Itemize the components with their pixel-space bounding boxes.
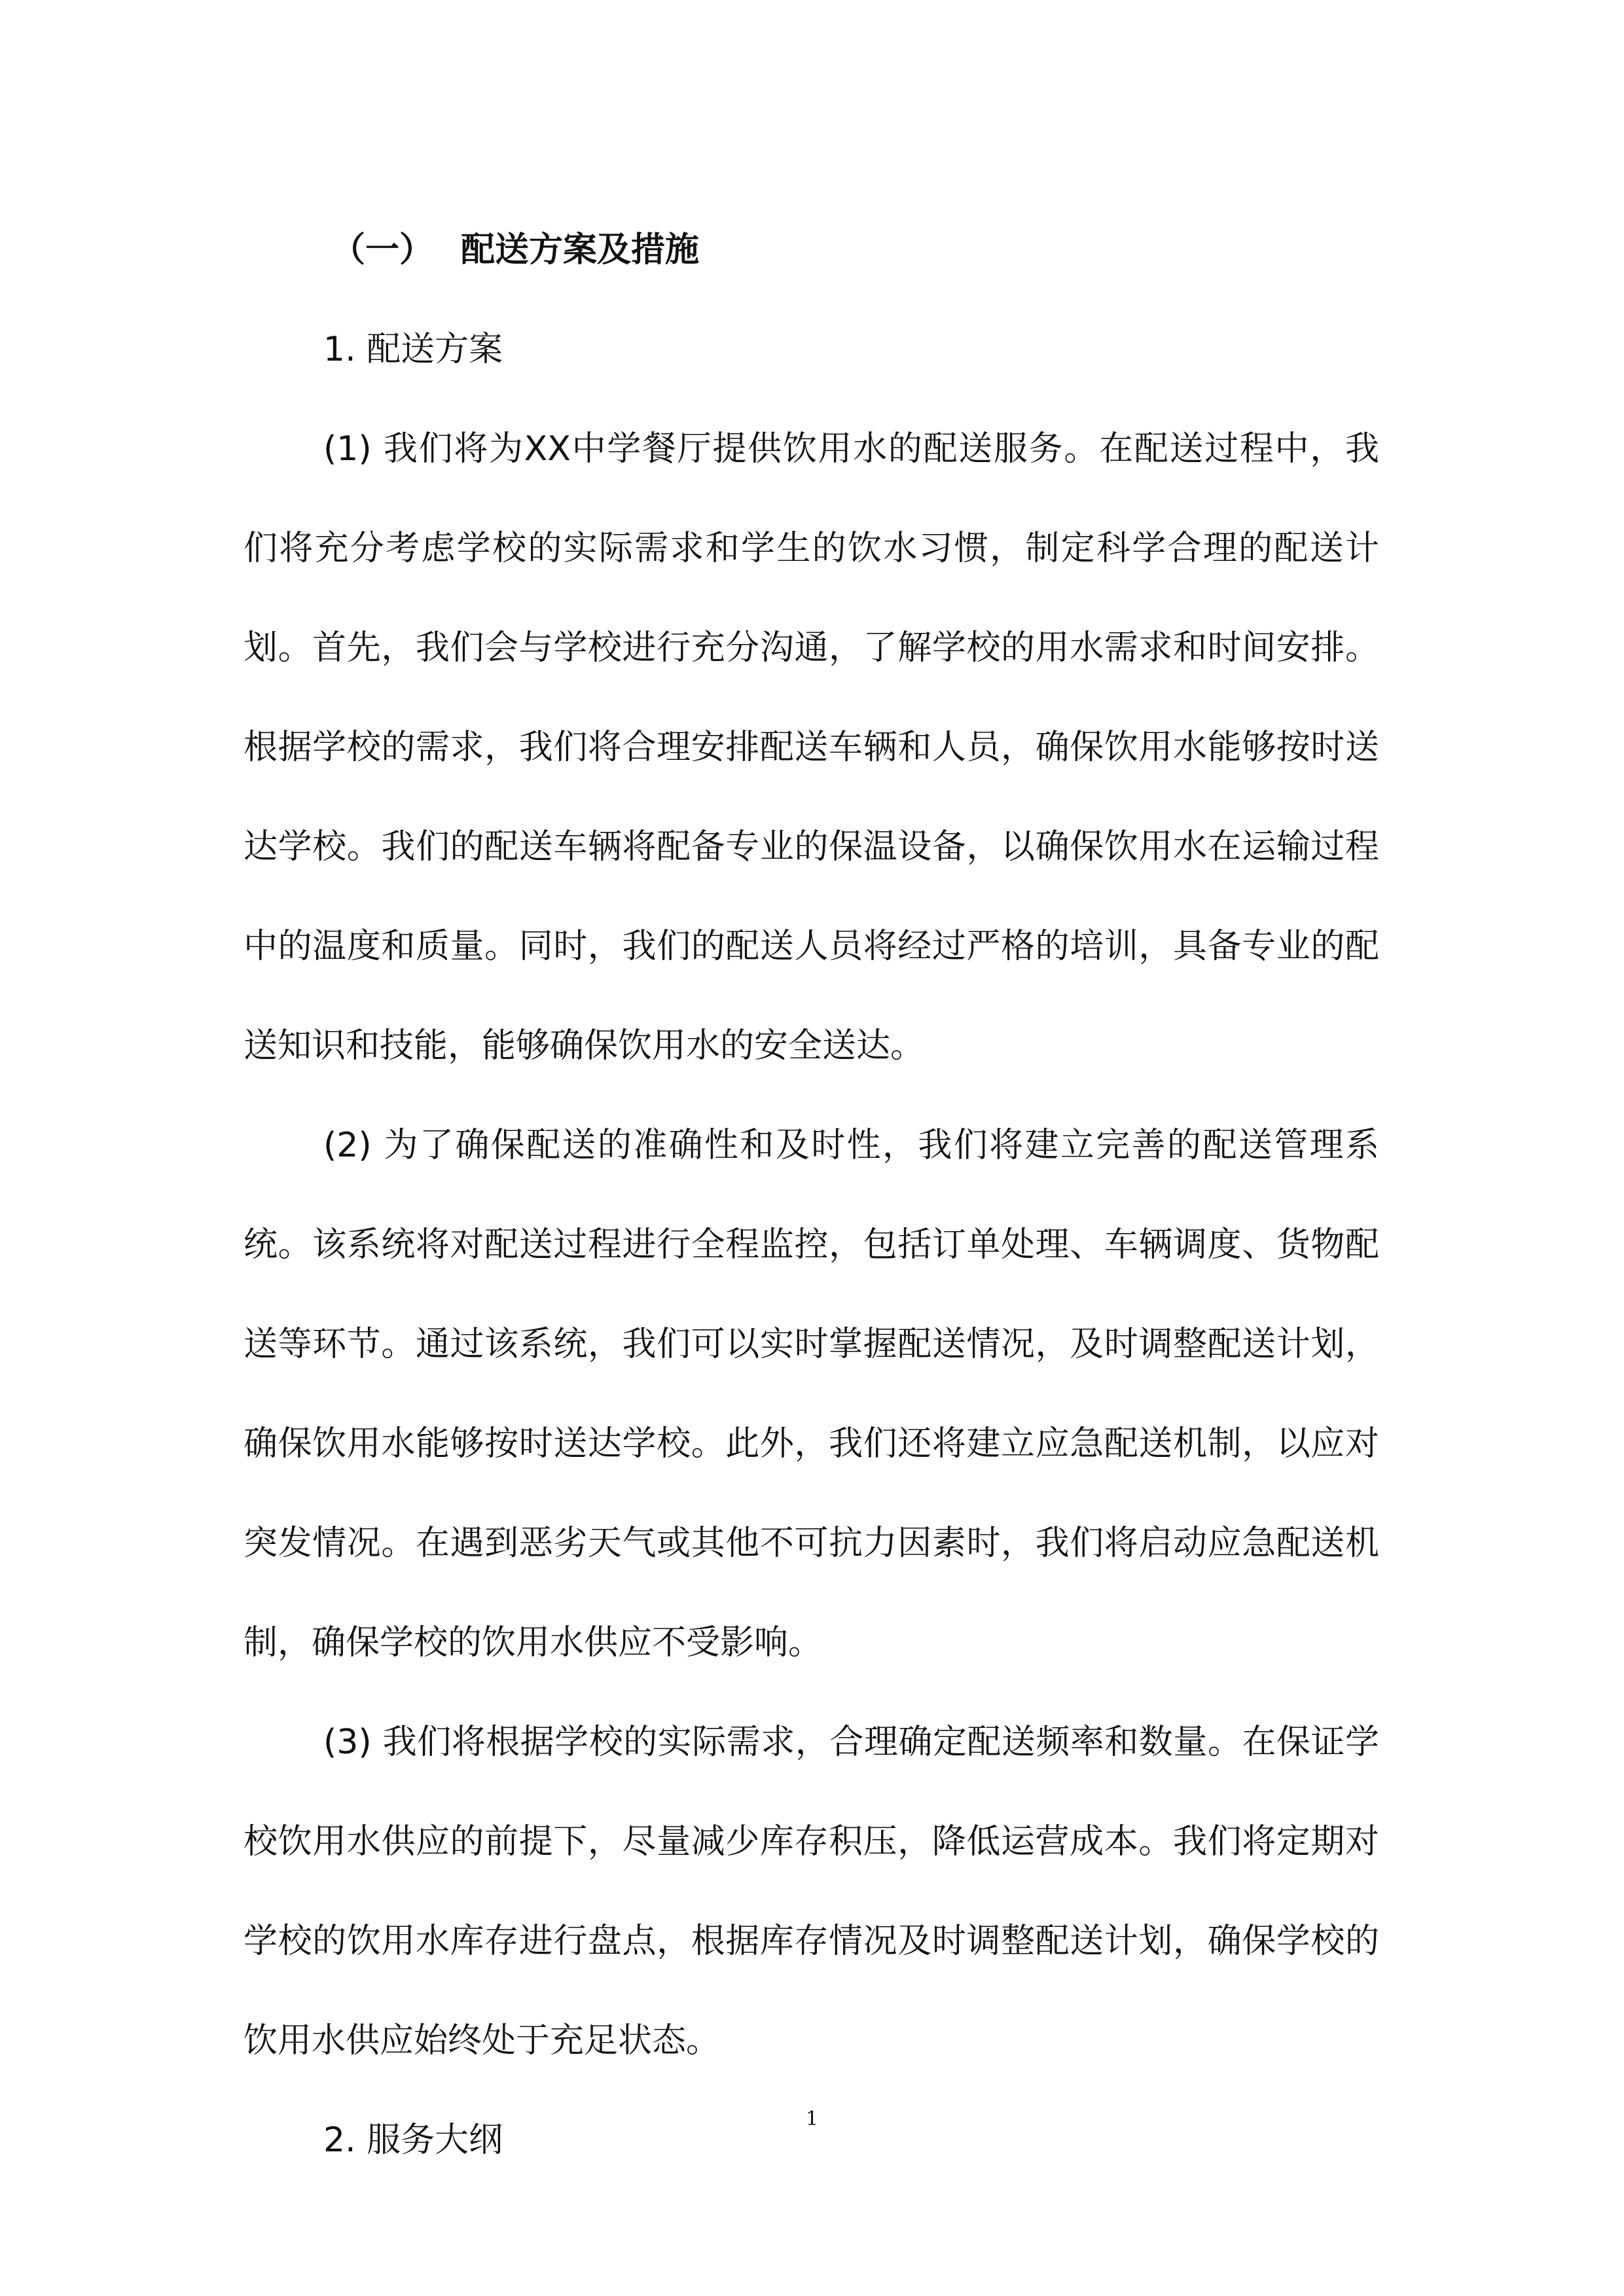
section-title: 配送方案及措施 bbox=[461, 230, 700, 270]
paragraph-2: (2) 为了确保配送的准确性和及时性，我们将建立完善的配送管理系统。该系统将对配送过程进行全程监控，包括订单处理、车辆调度、货物配送等环节。通过该系统，我们可以实时掌握配送情况，及时调整配送计划，确保饮用水能够按时送达学校。此外，我们还将建立应急配送机制，以应对突发情况。在遇到恶劣天气或其他不可抗力因素时，我们将启动应急配送机制，确保学校的饮用水供应不受影响。 bbox=[244, 1126, 1379, 1662]
subsection-heading-2: 2. 服务大纲 bbox=[323, 2121, 503, 2160]
page-number: 1 bbox=[805, 2108, 819, 2130]
paragraph-3: (3) 我们将根据学校的实际需求，合理确定配送频率和数量。在保证学校饮用水供应的前提下，尽量减少库存积压，降低运营成本。我们将定期对学校的饮用水库存进行盘点，根据库存情况及时调整配送计划，确保学校的饮用水供应始终处于充足状态。 bbox=[244, 1723, 1379, 2060]
subsection-heading-1: 1. 配送方案 bbox=[323, 330, 503, 369]
paragraph-1: (1) 我们将为XX中学餐厅提供饮用水的配送服务。在配送过程中，我们将充分考虑学校的实际需求和学生的饮水习惯，制定科学合理的配送计划。首先，我们会与学校进行充分沟通，了解学校的用水需求和时间安排。根据学校的需求，我们将合理安排配送车辆和人员，确保饮用水能够按时送达学校。我们的配送车辆将配备专业的保温设备，以确保饮用水在运输过程中的温度和质量。同时，我们的配送人员将经过严格的培训，具备专业的配送知识和技能，能够确保饮用水的安全送达。 bbox=[244, 429, 1379, 1066]
section-number: （一） bbox=[331, 230, 434, 270]
section-heading bbox=[244, 200, 1379, 300]
page-content bbox=[244, 200, 1379, 2190]
